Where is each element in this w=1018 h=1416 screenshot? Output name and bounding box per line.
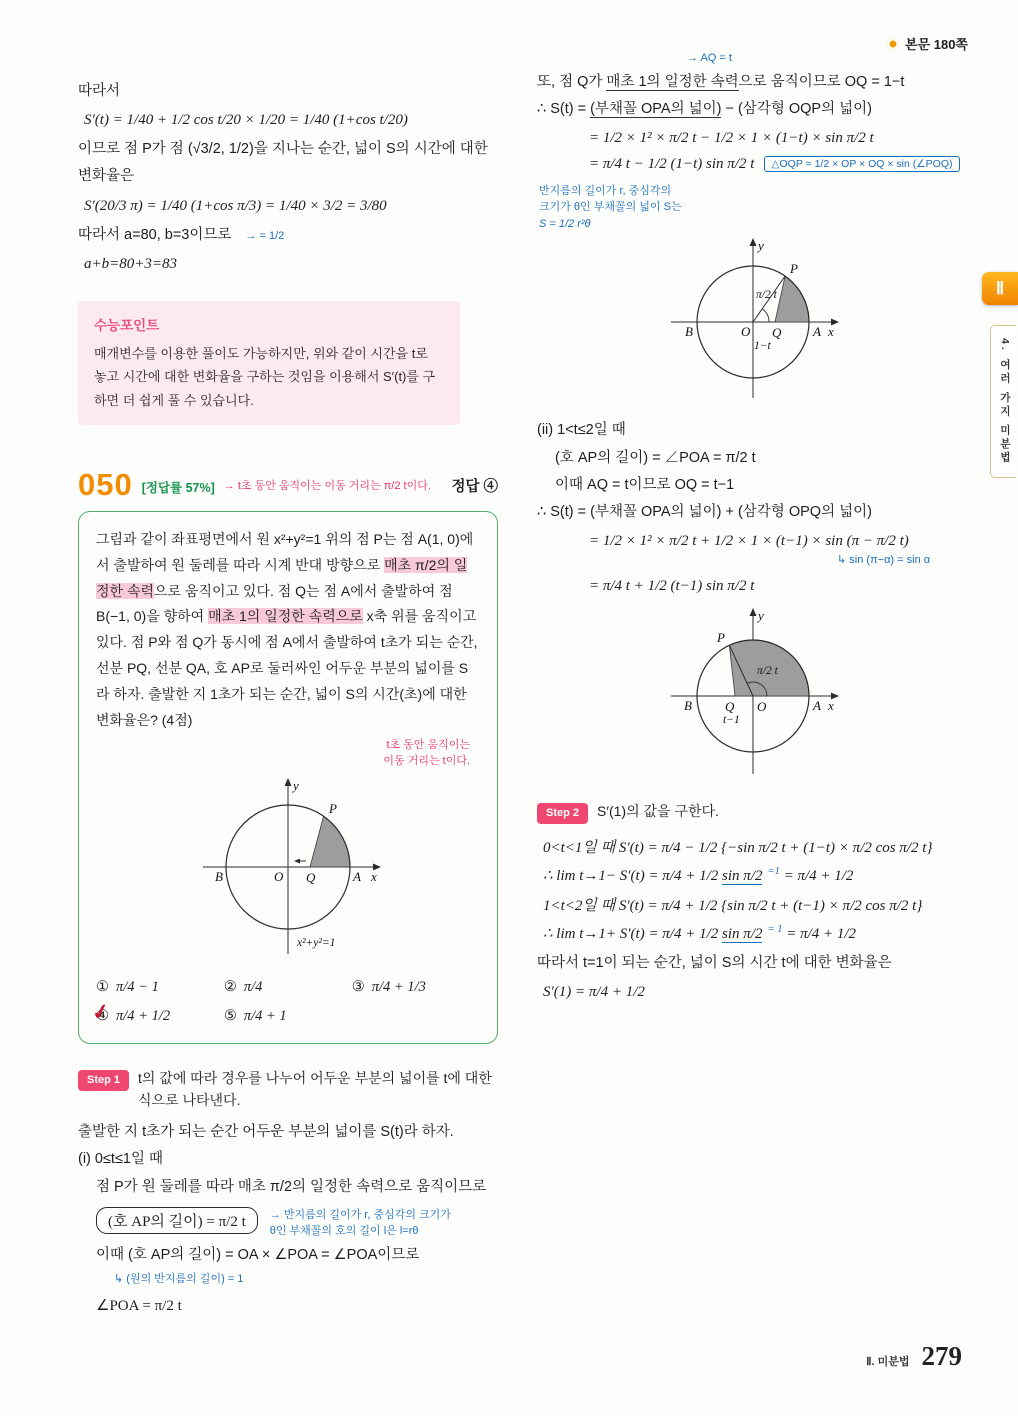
label-y: y xyxy=(758,607,764,623)
text-line: 이때 (호 AP의 길이) = OA × ∠POA = ∠POA이므로 xyxy=(96,1246,420,1263)
text-line: 이때 AQ = t이므로 OQ = t−1 xyxy=(555,476,735,493)
chapter-name-tab: 4. 여러 가지 미분법 xyxy=(990,325,1016,478)
statement-segment: 그림과 같이 좌표평면에서 원 x²+y²=1 위의 점 P는 점 A(1, 0)에서 출발하여 원 둘레를 따라 시계 반대 방향으로 xyxy=(96,530,474,573)
label-P: P xyxy=(790,261,798,277)
text-line: 출발한 지 t초가 되는 순간 어두운 부분의 넓이를 S(t)라 하자. xyxy=(78,1124,454,1141)
segment-label: t−1 xyxy=(723,713,740,726)
choice-2: ② π/4 xyxy=(223,978,263,995)
sector-area-note: 반지름의 길이가 r, 중심각의 크기가 θ인 부채꼴의 넓이 S는 S = 1/2 r²θ xyxy=(539,184,682,230)
formula-with-note xyxy=(589,156,969,173)
limit-formula: ∴ lim t→1+ S′(t) = π/4 + 1/2 sin π/2 $^{= 1}$ = π/4 + 1/2 xyxy=(543,923,857,942)
label-A: A xyxy=(813,697,821,713)
label-y: y xyxy=(293,777,299,793)
underlined-sin: sin π/2 xyxy=(722,925,763,942)
ref-label: 본문 180쪽 xyxy=(905,37,968,52)
text-line xyxy=(78,224,498,247)
step2-header xyxy=(537,801,969,824)
step1-title: t의 값에 따라 경우를 나누어 어두운 부분의 넓이를 t에 대한 식으로 나타낸다. xyxy=(138,1069,492,1108)
page-footer xyxy=(866,1341,962,1372)
step2-chip: Step 2 xyxy=(537,803,588,824)
text-line: 따라서 t=1이 되는 순간, 넓이 S의 시간 t에 대한 변화율은 xyxy=(537,954,892,971)
problem-margin-note: → t초 동안 움직이는 이동 거리는 π/2 t이다. xyxy=(224,479,431,499)
circle-equation: x²+y²=1 xyxy=(297,936,336,949)
choice-row xyxy=(96,979,480,996)
label-x: x xyxy=(828,324,834,340)
choice-1: ① π/4 − 1 xyxy=(96,978,159,995)
right-column xyxy=(537,50,969,1010)
arc-length-note: → 반지름의 길이가 r, 중심각의 크기가 θ인 부채꼴의 호의 길이 l은 l=rθ xyxy=(270,1207,451,1240)
footer-page-number: 279 xyxy=(921,1341,962,1371)
text-line: 이므로 점 P가 점 (√3/2, 1/2)을 지나는 순간, 넓이 S의 시간에 대한 xyxy=(78,141,488,158)
choice-row xyxy=(96,1008,480,1025)
case-label: (i) 0≤t≤1일 때 xyxy=(78,1151,164,1168)
radius-note: ↳ (원의 반지름의 길이) = 1 xyxy=(114,1271,498,1288)
point-box-title: 수능포인트 xyxy=(94,317,160,333)
limit-formula: ∴ lim t→1− S′(t) = π/4 + 1/2 sin π/2 $^{=1}$ = π/4 + 1/2 xyxy=(543,865,854,884)
step1-header xyxy=(78,1068,498,1111)
formula-line: S′(20/3 π) = 1/40 (1+cos π/3) = 1/40 × 3/2 = 3/80 xyxy=(84,197,387,214)
statement-segment: x축 위를 움직이고 있다. 점 P와 점 Q가 동시에 점 A에서 출발하여 t초가 되는 순간, 선분 PQ, 선분 QA, 호 AP로 둘러싸인 어두운 부분의 넓이를 S라 하자. 출발한 지 1초가 되는 순간, 넓이 S의 시간(초)에 대한 변화율은? (4점) xyxy=(96,608,478,729)
problem-diagram-wrap xyxy=(96,772,480,967)
text-line: 또, 점 Q가 매초 1의 일정한 속력으로 움직이므로 OQ = 1−t xyxy=(537,73,905,90)
conclusion-text: 따라서 a=80, b=3이므로 xyxy=(78,226,232,243)
formula-arc-length: (호 AP의 길이) = π/2 t xyxy=(96,1207,258,1234)
answer-choices xyxy=(96,979,480,1025)
text-line: ∴ S(t) = (부채꼴 OPA의 넓이) + (삼각형 OPQ의 넓이) xyxy=(537,503,872,520)
sin-identity-note: ↳ sin (π−α) = sin α xyxy=(837,552,969,569)
text-line: 점 P가 원 둘레를 따라 매초 π/2의 일정한 속력으로 움직이므로 xyxy=(96,1178,487,1195)
problem-statement xyxy=(96,527,480,734)
label-P: P xyxy=(717,629,725,645)
choice-3: ③ π/4 + 1/3 xyxy=(351,978,426,995)
formula-mixed: (호 AP의 길이) = ∠POA = π/2 t xyxy=(555,449,756,466)
formula-line: = π/4 t + 1/2 (t−1) sin π/2 t xyxy=(589,577,755,594)
underlined-sin: sin π/2 xyxy=(722,867,763,884)
label-x: x xyxy=(828,697,834,713)
value-note: = 1 xyxy=(767,923,783,935)
formula-line: S′(t) = 1/40 + 1/2 cos t/20 × 1/20 = 1/40 (1+cos t/20) xyxy=(84,112,408,129)
case1-diagram-wrap xyxy=(537,234,969,411)
problem-header xyxy=(78,466,498,502)
formula-line: = 1/2 × 1² × π/2 t − 1/2 × 1 × (1−t) × sin π/2 t xyxy=(589,129,874,146)
y-axis-arrowhead xyxy=(750,238,757,246)
angle-label: π/2 t xyxy=(756,289,777,302)
label-A: A xyxy=(353,868,361,884)
formula-with-note xyxy=(96,1207,498,1240)
label-B: B xyxy=(215,868,223,884)
y-axis-arrowhead xyxy=(285,778,292,786)
label-A: A xyxy=(813,324,821,340)
unit-circle-diagram-case1 xyxy=(623,234,883,406)
case-label: (ii) 1<t≤2일 때 xyxy=(537,422,626,439)
formula-line: = π/4 t − 1/2 (1−t) sin π/2 t xyxy=(589,155,755,172)
exam-point-box xyxy=(78,301,460,425)
q-arrowhead xyxy=(294,858,300,863)
formula-line: a+b=80+3=83 xyxy=(84,255,177,272)
label-O: O xyxy=(274,868,284,884)
left-column xyxy=(78,76,498,1324)
segment-label: 1−t xyxy=(754,340,771,353)
choice-4-selected: ④ ✓ π/4 + 1/2 xyxy=(96,1008,224,1025)
y-axis-arrowhead xyxy=(750,608,757,616)
problem-box xyxy=(78,511,498,1044)
label-Q: Q xyxy=(772,325,782,341)
formula-angle: ∠POA = π/2 t xyxy=(96,1298,182,1315)
label-P: P xyxy=(329,800,337,816)
text-line: 변화율은 xyxy=(78,168,135,185)
answer-label: 정답 ④ xyxy=(451,478,498,495)
highlighted-phrase: 매초 π/2의 일정한 속력 xyxy=(96,556,468,599)
label-O: O xyxy=(741,324,751,340)
formula-line: = 1/2 × 1² × π/2 t + 1/2 × 1 × (t−1) × sin (π − π/2 t) xyxy=(589,533,909,550)
final-answer-formula: S′(1) = π/4 + 1/2 xyxy=(543,983,645,1000)
angle-arc xyxy=(762,309,769,322)
label-y: y xyxy=(758,238,764,254)
label-Q: Q xyxy=(725,698,735,714)
footer-section: Ⅱ. 미분법 xyxy=(866,1356,910,1368)
underlined-phrase: (부채꼴 OPA의 넓이) xyxy=(590,100,722,117)
underlined-phrase: 매초 1의 일정한 속력 xyxy=(606,73,739,90)
text-line: 따라서 xyxy=(78,83,121,99)
margin-note: → = 1/2 xyxy=(245,230,284,242)
label-B: B xyxy=(685,324,693,340)
formula-line: 0<t<1일 때 S′(t) = π/4 − 1/2 {−sin π/2 t + (1−t) × π/2 cos π/2 t} xyxy=(543,839,933,856)
point-box-body: 매개변수를 이용한 풀이도 가능하지만, 위와 같이 시간을 t로 놓고 시간에 대한 변화율을 구하는 것임을 이용해서 S′(t)를 구하면 더 쉽게 풀 수 있습니다. xyxy=(94,345,436,408)
diagram-margin-note: t초 동안 움직이는 이동 거리는 t이다. xyxy=(383,738,470,767)
step1-chip: Step 1 xyxy=(78,1070,129,1091)
formula-line: 1<t<2일 때 S′(t) = π/4 + 1/2 {sin π/2 t + (t−1) × π/2 cos π/2 t} xyxy=(543,897,923,914)
unit-circle-diagram-problem xyxy=(173,772,403,962)
highlighted-phrase: 매초 1의 일정한 속력으로 xyxy=(208,608,363,625)
triangle-area-note: △OQP = 1/2 × OP × OQ × sin (∠POQ) xyxy=(764,156,959,172)
answer-rate: [정답률 57%] xyxy=(141,480,215,495)
angle-label: π/2 t xyxy=(757,664,778,677)
case2-diagram-wrap xyxy=(537,604,969,787)
unit-circle-diagram-case2 xyxy=(623,604,883,782)
label-B: B xyxy=(684,697,692,713)
chapter-roman-tab: Ⅱ xyxy=(982,272,1018,305)
text-line: ∴ S(t) = (부채꼴 OPA의 넓이) − (삼각형 OQP의 넓이) xyxy=(537,100,872,117)
problem-number: 050 xyxy=(78,466,133,502)
target-dot-icon xyxy=(887,38,899,50)
aq-note: → AQ = t xyxy=(687,50,969,67)
chapter-side-tab xyxy=(978,272,1018,478)
step2-title: S′(1)의 값을 구한다. xyxy=(597,802,719,819)
value-note: =1 xyxy=(767,865,780,877)
label-O: O xyxy=(757,698,767,714)
statement-segment: 으로 움직이고 있다. 점 Q는 점 A에서 출발하여 점 B(−1, 0)을 향하여 xyxy=(96,582,453,625)
choice-5: ⑤ π/4 + 1 xyxy=(223,1007,287,1024)
label-x: x xyxy=(371,868,377,884)
label-Q: Q xyxy=(306,869,316,885)
